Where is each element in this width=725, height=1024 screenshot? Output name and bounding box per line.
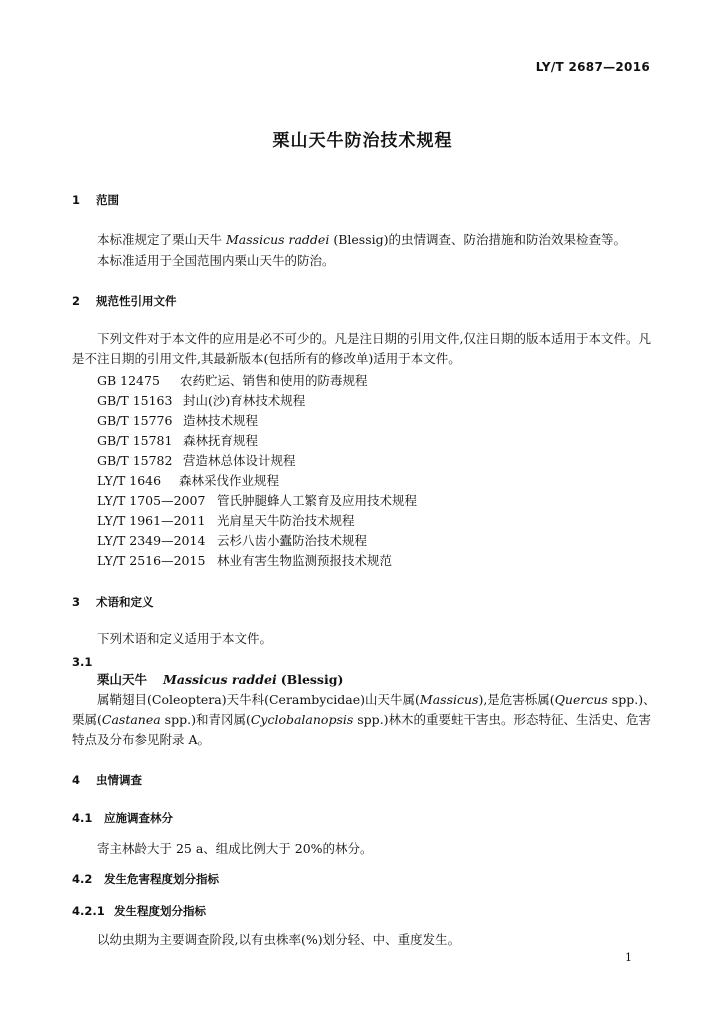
genus-name: Castanea [101, 712, 161, 727]
reference-name: 森林采伐作业规程 [179, 473, 280, 488]
reference-name: 云杉八齿小蠹防治技术规程 [217, 533, 368, 548]
section-number: 2 [72, 294, 81, 308]
section-2-heading [72, 293, 177, 309]
subsection-title: 发生危害程度划分指标 [104, 872, 219, 886]
subsection-number: 4.2.1 [72, 904, 105, 918]
subsection-title: 应施调查林分 [104, 811, 173, 825]
section-2-intro: 下列文件对于本文件的应用是必不可少的。凡是注日期的引用文件,仅注日期的版本适用于本文件。凡是不注日期的引用文件,其最新版本(包括所有的修改单)适用于本文件。 [72, 331, 651, 366]
subsection-4-2-heading [72, 871, 219, 887]
subsection-number: 4.2 [72, 872, 93, 886]
text-run: spp.)林木的重要蛀干害虫。形态特征、生活史、危害特点及分布参见附录 A。 [72, 712, 652, 747]
section-title: 虫情调查 [96, 773, 142, 787]
document-title: 栗山天牛防治技术规程 [272, 131, 453, 151]
reference-code: LY/T 2349—2014 [97, 533, 206, 548]
reference-name: 农药贮运、销售和使用的防毒规程 [180, 373, 368, 388]
section-3-intro: 下列术语和定义适用于本文件。 [97, 631, 273, 646]
reference-code: GB 12475 [97, 373, 160, 388]
reference-item [97, 511, 355, 529]
text-run: (Blessig)的虫情调查、防治措施和防治效果检查等。 [329, 232, 626, 247]
reference-item [97, 551, 392, 569]
reference-name: 管氏肿腿蜂人工繁育及应用技术规程 [217, 493, 418, 508]
reference-name: 林业有害生物监测预报技术规范 [217, 553, 393, 568]
section-1-paragraph-2: 本标准适用于全国范围内栗山天牛的防治。 [97, 253, 335, 268]
reference-item [97, 391, 305, 409]
text-run: spp.)和青冈属( [160, 712, 251, 727]
subsection-4-2-1-text: 以幼虫期为主要调查阶段,以有虫株率(%)划分轻、中、重度发生。 [97, 932, 461, 947]
reference-item [97, 451, 296, 469]
reference-code: GB/T 15163 [97, 393, 173, 408]
reference-item [97, 431, 258, 449]
section-1-heading [72, 192, 119, 208]
subsection-4-1-text: 寄主林龄大于 25 a、组成比例大于 20%的林分。 [97, 841, 373, 856]
term-chinese-name: 栗山天牛 [97, 672, 148, 687]
term-number: 3.1 [72, 655, 93, 669]
subsection-4-2-1-heading [72, 903, 206, 919]
term-definition [72, 690, 657, 750]
genus-name: Quercus [554, 692, 608, 707]
genus-name: Massicus [419, 692, 479, 707]
subsection-4-1-heading [72, 810, 173, 826]
section-number: 4 [72, 773, 81, 787]
reference-code: LY/T 1705—2007 [97, 493, 206, 508]
reference-code: LY/T 1646 [97, 473, 162, 488]
text-run: 本标准规定了栗山天牛 [97, 232, 226, 247]
term-latin-name: Massicus raddei [163, 672, 277, 687]
term-author: (Blessig) [280, 672, 344, 687]
section-title: 规范性引用文件 [96, 294, 177, 308]
reference-item [97, 411, 258, 429]
section-3-heading [72, 594, 154, 610]
page-number: 1 [625, 951, 632, 964]
reference-code: GB/T 15782 [97, 453, 173, 468]
reference-name: 封山(沙)育林技术规程 [183, 393, 306, 408]
section-4-heading [72, 772, 142, 788]
reference-item [97, 531, 367, 549]
section-number: 3 [72, 595, 81, 609]
text-run: spp.)、栗属( [72, 692, 656, 727]
genus-name: Cyclobalanopsis [250, 712, 354, 727]
reference-name: 森林抚育规程 [183, 433, 259, 448]
subsection-title: 发生程度划分指标 [114, 904, 206, 918]
reference-code: LY/T 2516—2015 [97, 553, 206, 568]
reference-item [97, 491, 417, 509]
reference-name: 营造林总体设计规程 [183, 453, 296, 468]
standard-code: LY/T 2687—2016 [535, 60, 650, 74]
reference-item [97, 471, 279, 489]
reference-code: GB/T 15781 [97, 433, 173, 448]
reference-name: 光肩星天牛防治技术规程 [217, 513, 355, 528]
text-run: 属鞘翅目(Coleoptera)天牛科(Cerambycidae)山天牛属( [97, 692, 420, 707]
section-title: 范围 [96, 193, 119, 207]
reference-code: GB/T 15776 [97, 413, 173, 428]
term-heading [97, 670, 343, 688]
text-run: ),是危害栎属( [478, 692, 555, 707]
reference-item [97, 371, 368, 389]
reference-code: LY/T 1961—2011 [97, 513, 206, 528]
section-number: 1 [72, 193, 81, 207]
section-title: 术语和定义 [96, 595, 154, 609]
subsection-number: 4.1 [72, 811, 93, 825]
section-1-paragraph-1 [72, 230, 657, 250]
species-name: Massicus raddei [225, 232, 330, 247]
reference-name: 造林技术规程 [183, 413, 259, 428]
